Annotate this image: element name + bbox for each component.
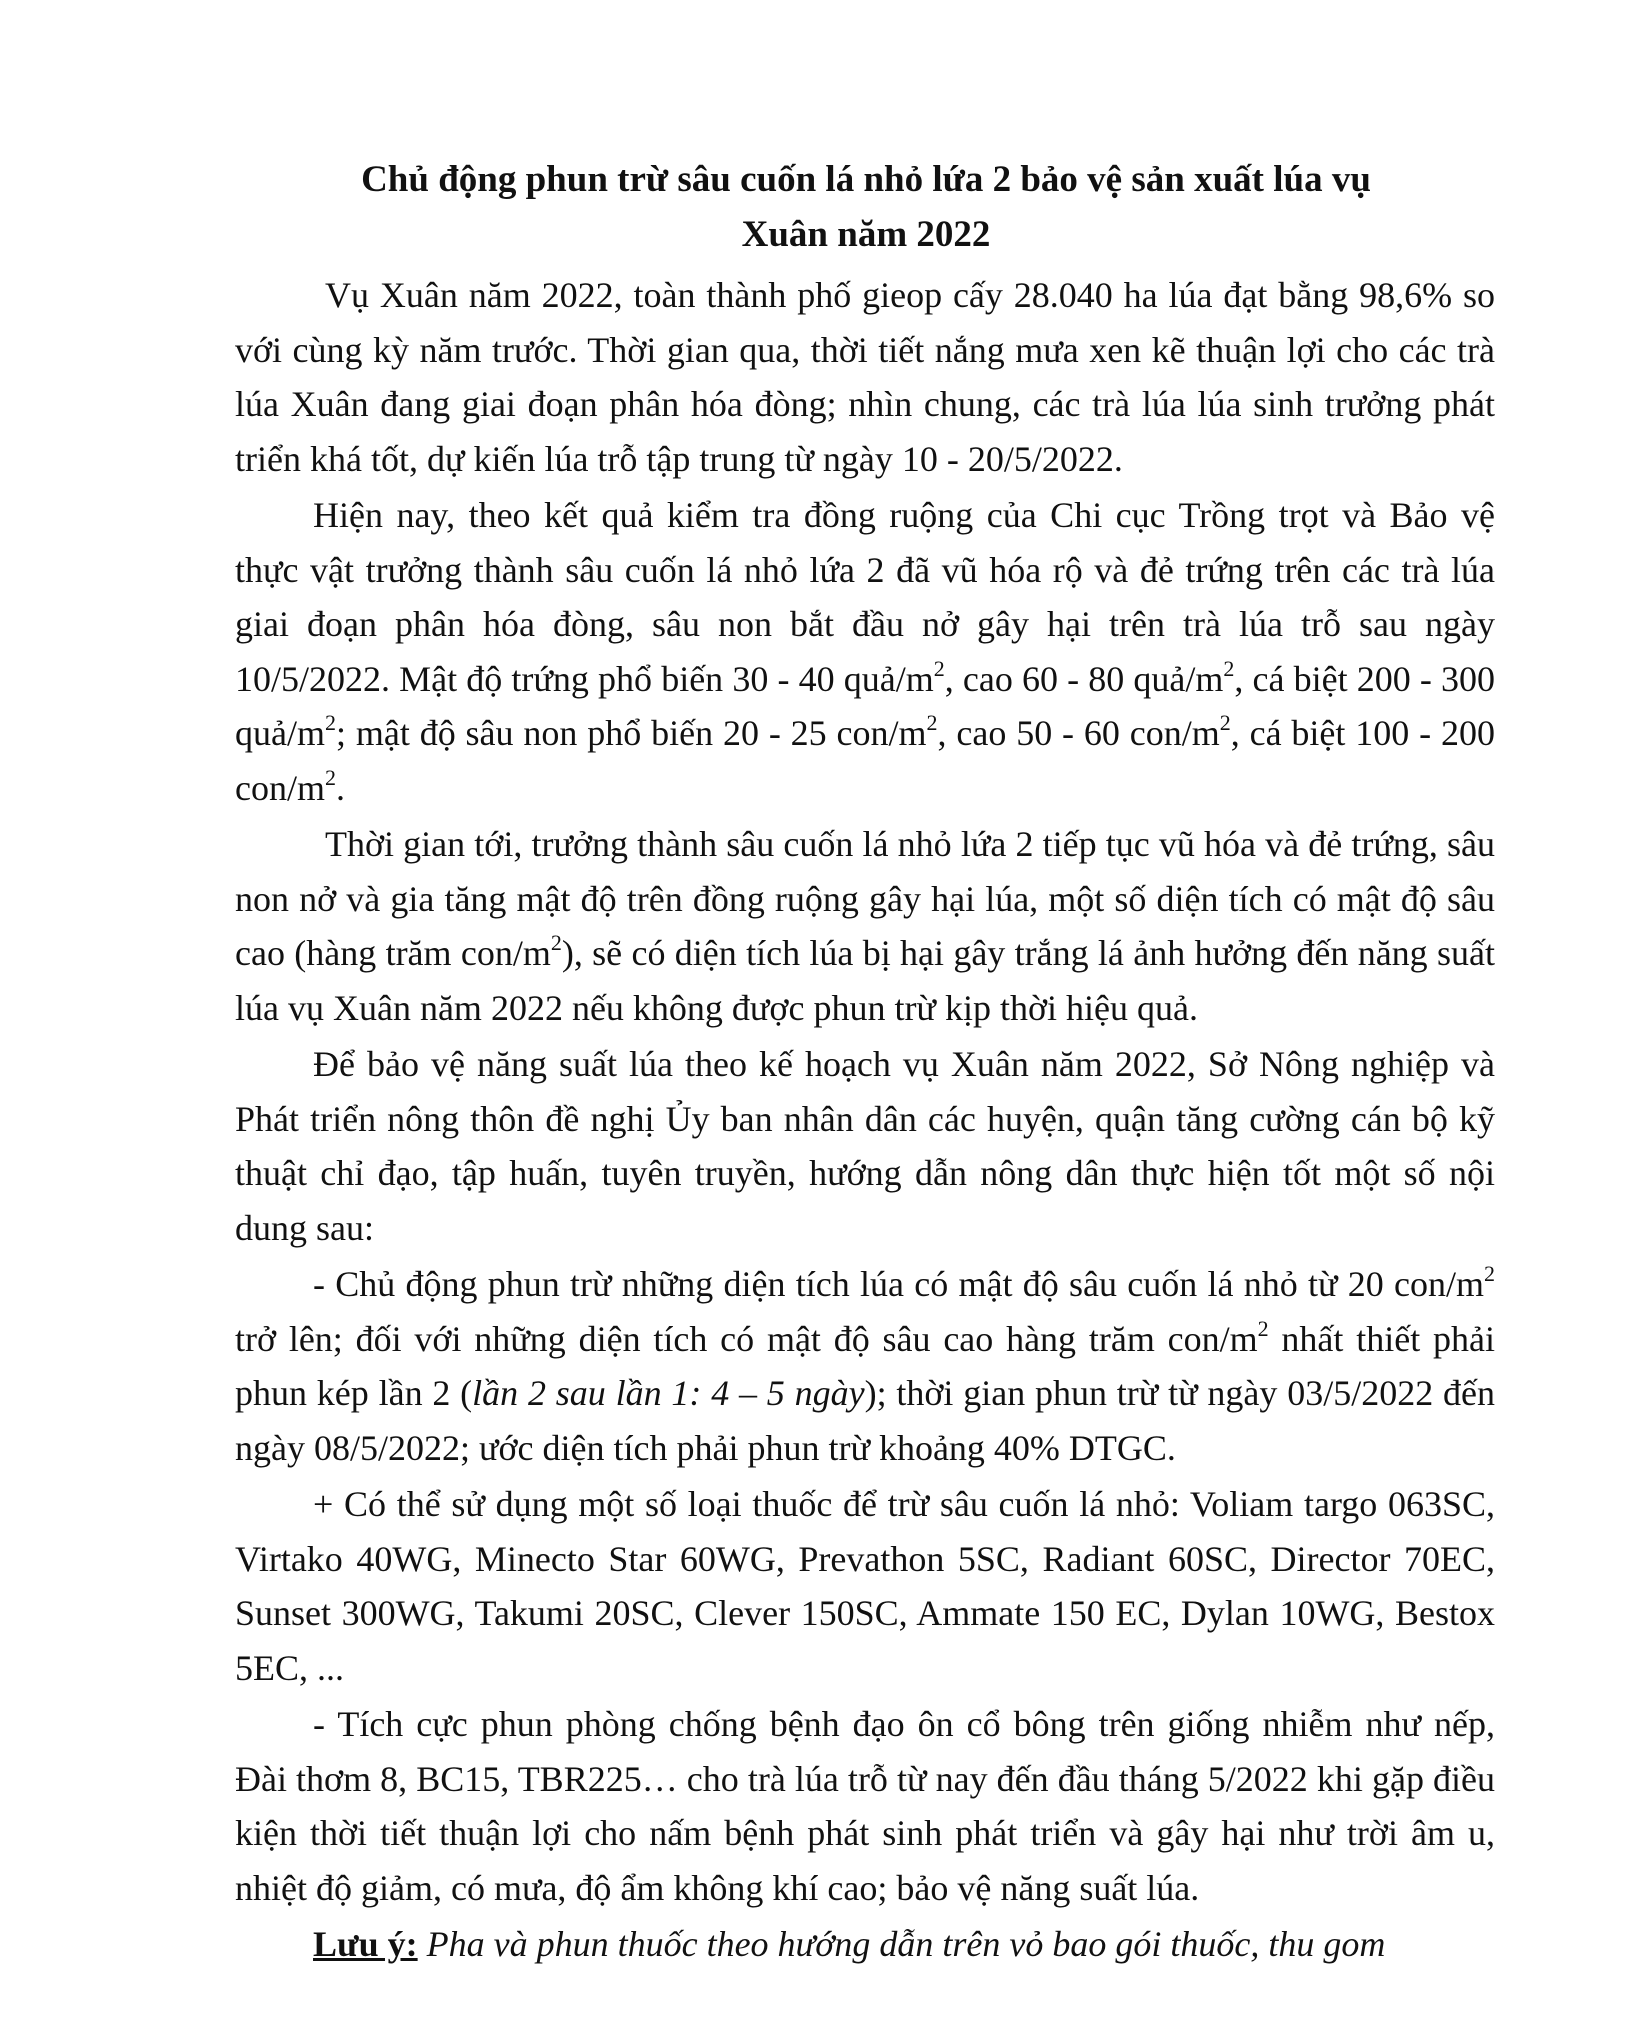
paragraph-field-inspection-text-1: Hiện nay, theo kết quả kiểm tra đồng ruộng của Chi cục Trồng trọt và Bảo vệ thực vật trưởng thành sâu cuốn lá nhỏ lứa 2 đã vũ hóa rộ và đẻ trứng trên các trà lúa giai đoạn phân hóa đòng, sâu non bắt đầu nở gây hại trên trà lúa trỗ sau ngày 10/5/2022. Mật độ trứng phổ biến 30 - 40 quả/m bbox=[235, 495, 1495, 699]
paragraph-field-inspection-text-7: . bbox=[335, 767, 345, 808]
superscript-2: 2 bbox=[1257, 1315, 1269, 1341]
paragraph-field-inspection-text-2: , cao 60 - 80 quả/m bbox=[944, 658, 1224, 699]
note-text: Pha và phun thuốc theo hướng dẫn trên vỏ bao gói thuốc, thu gom bbox=[417, 1924, 1386, 1964]
superscript-2: 2 bbox=[1223, 655, 1235, 681]
document-title-line-2: Xuân năm 2022 bbox=[741, 214, 991, 255]
superscript-2: 2 bbox=[550, 930, 562, 955]
paragraph-spraying-italic: lần 2 sau lần 1: 4 – 5 ngày bbox=[472, 1373, 865, 1413]
paragraph-recommendation: Để bảo vệ năng suất lúa theo kế hoạch vụ Xuân năm 2022, Sở Nông nghiệp và Phát triển nông thôn đề nghị Ủy ban nhân dân các huyện, quận tăng cường cán bộ kỹ thuật chỉ đạo, tập huấn, tuyên truyền, hướng dẫn nông dân thực hiện tốt một số nội dung sau: bbox=[235, 1044, 1495, 1248]
paragraph-field-inspection-text-5: , cao 50 - 60 con/m bbox=[937, 713, 1220, 753]
paragraph-blast-disease: - Tích cực phun phòng chống bệnh đạo ôn cổ bông trên giống nhiễm như nếp, Đài thơm 8, BC15, TBR225… cho trà lúa trỗ từ nay đến đầu tháng 5/2022 khi gặp điều kiện thời tiết thuận lợi cho nấm bệnh phát sinh phát triển và gây hại như trời âm u, nhiệt độ giảm, có mưa, độ ẩm không khí cao; bảo vệ năng suất lúa. bbox=[235, 1704, 1495, 1908]
document-body bbox=[235, 268, 1495, 1974]
paragraph-field-inspection-text-6: , cá biệt 100 - 200 con/m bbox=[235, 713, 1495, 808]
superscript-2: 2 bbox=[1484, 1261, 1495, 1286]
superscript-2: 2 bbox=[926, 710, 938, 735]
paragraph-spraying-text-2: trở lên; đối với những diện tích có mật độ sâu cao hàng trăm con/m bbox=[235, 1318, 1258, 1359]
superscript-2: 2 bbox=[324, 710, 336, 735]
paragraph-spraying-instruction bbox=[235, 1257, 1495, 1475]
note-label: Lưu ý: bbox=[313, 1924, 418, 1964]
paragraph-spraying-text-1: - Chủ động phun trừ những diện tích lúa có mật độ sâu cuốn lá nhỏ từ 20 con/m bbox=[313, 1264, 1484, 1304]
paragraph-forecast-text-2: ), sẽ có diện tích lúa bị hại gây trắng lá ảnh hưởng đến năng suất lúa vụ Xuân năm 2022 nếu không được phun trừ kịp thời hiệu quả. bbox=[235, 933, 1495, 1028]
paragraph-forecast bbox=[235, 817, 1495, 1035]
superscript-2: 2 bbox=[933, 655, 945, 681]
paragraph-field-inspection-text-4: ; mật độ sâu non phổ biến 20 - 25 con/m bbox=[335, 713, 927, 753]
paragraph-field-inspection-text-3: , cá biệt 200 - 300 quả/m bbox=[235, 658, 1495, 753]
paragraph-pesticide-list: + Có thể sử dụng một số loại thuốc để trừ sâu cuốn lá nhỏ: Voliam targo 063SC, Virtako 40WG, Minecto Star 60WG, Prevathon 5SC, Radiant 60SC, Director 70EC, Sunset 300WG, Takumi 20SC, Clever 150SC, Ammate 150 EC, Dylan 10WG, Bestox 5EC, ... bbox=[235, 1484, 1495, 1688]
paragraph-note bbox=[235, 1917, 1495, 1972]
paragraph-overview: Vụ Xuân năm 2022, toàn thành phố gieop cấy 28.040 ha lúa đạt bằng 98,6% so với cùng kỳ năm trước. Thời gian qua, thời tiết nắng mưa xen kẽ thuận lợi cho các trà lúa Xuân đang giai đoạn phân hóa đòng; nhìn chung, các trà lúa lúa sinh trưởng phát triển khá tốt, dự kiến lúa trỗ tập trung từ ngày 10 - 20/5/2022. bbox=[235, 275, 1495, 479]
paragraph-spraying-text-3: nhất thiết phải phun kép lần 2 ( bbox=[235, 1318, 1495, 1413]
superscript-2: 2 bbox=[1219, 710, 1231, 735]
document-title-line-1: Chủ động phun trừ sâu cuốn lá nhỏ lứa 2 bảo vệ sản xuất lúa vụ bbox=[361, 159, 1371, 200]
paragraph-spraying-text-4: ); thời gian phun trừ từ ngày 03/5/2022 đến ngày 08/5/2022; ước diện tích phải phun trừ khoảng 40% DTGC. bbox=[235, 1373, 1495, 1468]
paragraph-forecast-text-1: Thời gian tới, trưởng thành sâu cuốn lá nhỏ lứa 2 tiếp tục vũ hóa và đẻ trứng, sâu non nở và gia tăng mật độ trên đồng ruộng gây hại lúa, một số diện tích có mật độ sâu cao (hàng trăm con/m bbox=[235, 824, 1495, 973]
paragraph-field-inspection bbox=[235, 488, 1495, 815]
superscript-2: 2 bbox=[324, 764, 336, 790]
